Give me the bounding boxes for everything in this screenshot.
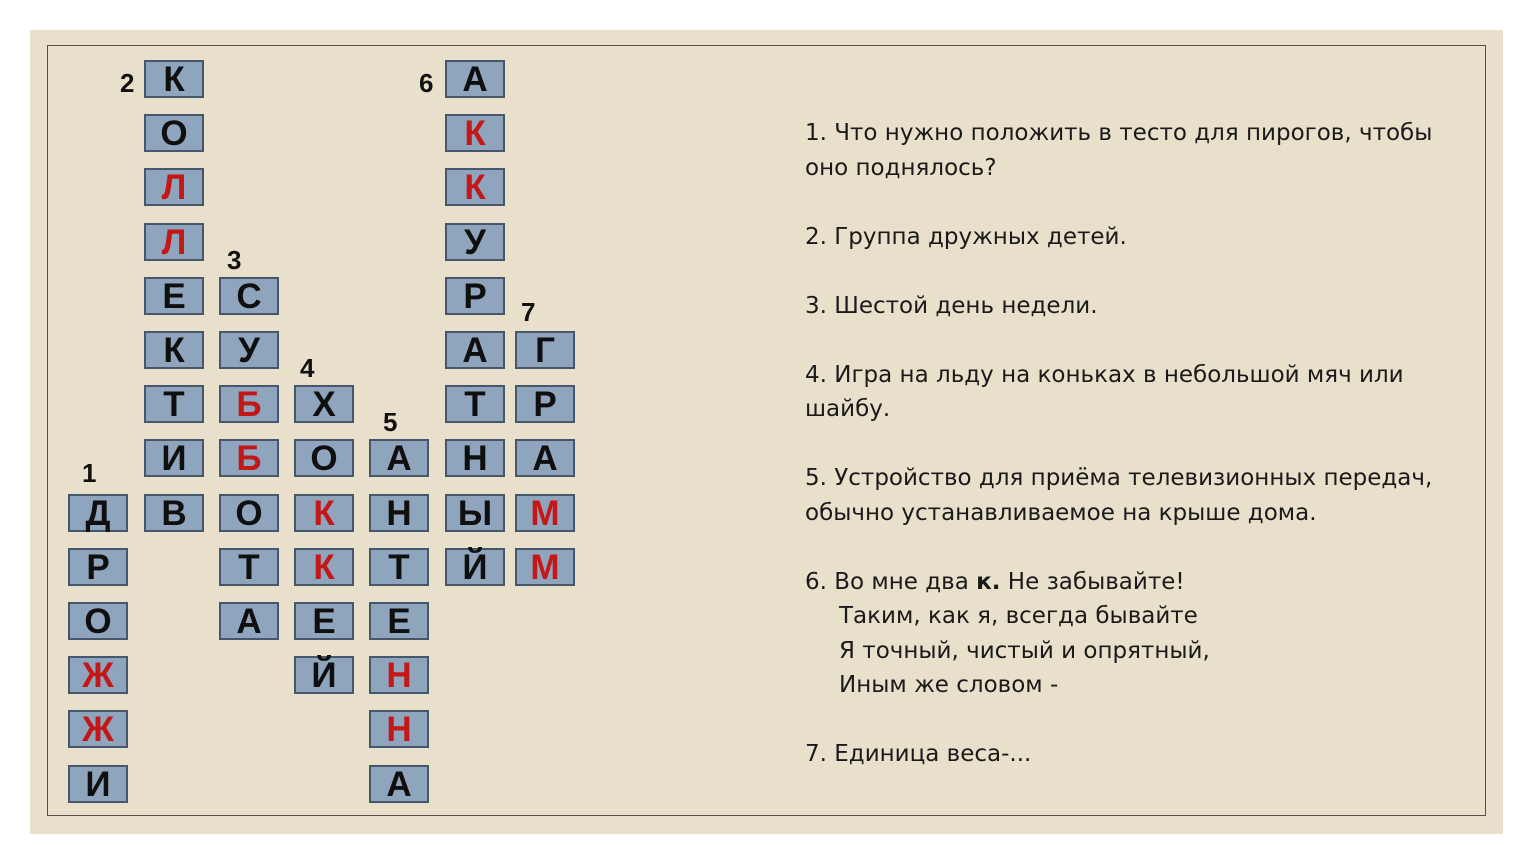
crossword-cell: О xyxy=(219,494,279,532)
crossword-cell: А xyxy=(219,602,279,640)
crossword-cell: Н xyxy=(445,439,505,477)
crossword-cell: А xyxy=(369,439,429,477)
crossword-cell: Т xyxy=(369,548,429,586)
crossword-cell: Н xyxy=(369,656,429,694)
crossword-cell: Р xyxy=(68,548,128,586)
crossword-cell: А xyxy=(369,765,429,803)
crossword-cell: К xyxy=(294,494,354,532)
crossword-cell: Б xyxy=(219,439,279,477)
crossword-cell: У xyxy=(445,223,505,261)
crossword-cell: Т xyxy=(144,385,204,423)
crossword-cell: Г xyxy=(515,331,575,369)
crossword-cell: В xyxy=(144,494,204,532)
crossword-cell: О xyxy=(294,439,354,477)
crossword-cell: Т xyxy=(445,385,505,423)
clue-number: 7 xyxy=(521,297,536,327)
question-5 xyxy=(805,461,1465,530)
crossword-cell: О xyxy=(144,114,204,152)
slide xyxy=(30,30,1503,834)
question-text-part: Не забывайте! xyxy=(1000,568,1185,595)
crossword-cell: И xyxy=(144,439,204,477)
crossword-cell: Й xyxy=(445,548,505,586)
crossword-cell: А xyxy=(445,60,505,98)
crossword-cell: О xyxy=(68,602,128,640)
question-7 xyxy=(805,737,1465,772)
question-text: 7. Единица веса-... xyxy=(805,741,1032,767)
question-text xyxy=(805,565,1465,600)
clue-number: 2 xyxy=(120,68,135,98)
question-text: Иным же словом - xyxy=(839,672,1059,698)
question-text: шайбу. xyxy=(805,396,891,422)
crossword-cell: Л xyxy=(144,223,204,261)
crossword-cell: А xyxy=(445,331,505,369)
crossword-cell: К xyxy=(144,60,204,98)
clue-number: 5 xyxy=(383,407,398,438)
crossword-cell: С xyxy=(219,277,279,315)
crossword-cell: К xyxy=(144,331,204,369)
question-text: Таким, как я, всегда бывайте xyxy=(839,603,1198,629)
crossword-cell: Л xyxy=(144,168,204,206)
crossword-cell: Ы xyxy=(445,494,505,532)
question-4 xyxy=(805,358,1465,427)
clue-number: 1 xyxy=(82,457,97,488)
crossword-cell: Р xyxy=(445,277,505,315)
crossword-cell: Й xyxy=(294,656,354,694)
crossword-cell: К xyxy=(294,548,354,586)
crossword-cell: Б xyxy=(219,385,279,423)
crossword-cell: Х xyxy=(294,385,354,423)
question-text: 1. Что нужно положить в тесто для пирогов, чтобы xyxy=(805,120,1433,146)
questions-panel xyxy=(805,116,1465,806)
question-text: оно поднялось? xyxy=(805,154,997,181)
crossword-cell: М xyxy=(515,494,575,532)
question-2 xyxy=(805,220,1465,255)
clue-number: 6 xyxy=(419,68,434,98)
crossword-cell: У xyxy=(219,331,279,369)
crossword-cell: К xyxy=(445,168,505,206)
crossword-cell: Е xyxy=(294,602,354,640)
question-text: 5. Устройство для приёма телевизионных передач, xyxy=(805,465,1433,491)
question-text: 3. Шестой день недели. xyxy=(805,292,1098,319)
crossword-cell: И xyxy=(68,765,128,803)
crossword-cell: К xyxy=(445,114,505,152)
question-6 xyxy=(805,565,1465,703)
crossword-cell: М xyxy=(515,548,575,586)
crossword-cell: Е xyxy=(369,602,429,640)
crossword-cell: Р xyxy=(515,385,575,423)
clue-number: 3 xyxy=(227,244,242,275)
crossword-cell: Т xyxy=(219,548,279,586)
crossword-cell: Ж xyxy=(68,656,128,694)
question-3 xyxy=(805,289,1465,324)
question-text: 4. Игра на льду на коньках в небольшой мяч или xyxy=(805,361,1404,388)
crossword-cell: Н xyxy=(369,494,429,532)
crossword-cell: Д xyxy=(68,494,128,532)
question-text: обычно устанавливаемое на крыше дома. xyxy=(805,499,1317,526)
question-text: Я точный, чистый и опрятный, xyxy=(839,637,1210,664)
crossword-cell: Е xyxy=(144,277,204,315)
question-text-part: 6. Во мне два xyxy=(805,568,977,595)
crossword-cell: Н xyxy=(369,710,429,748)
crossword-cell: Ж xyxy=(68,710,128,748)
crossword-cell: А xyxy=(515,439,575,477)
question-text-bold: к. xyxy=(976,568,1001,595)
question-1 xyxy=(805,116,1465,185)
question-text: 2. Группа дружных детей. xyxy=(805,223,1127,250)
clue-number: 4 xyxy=(300,353,315,384)
